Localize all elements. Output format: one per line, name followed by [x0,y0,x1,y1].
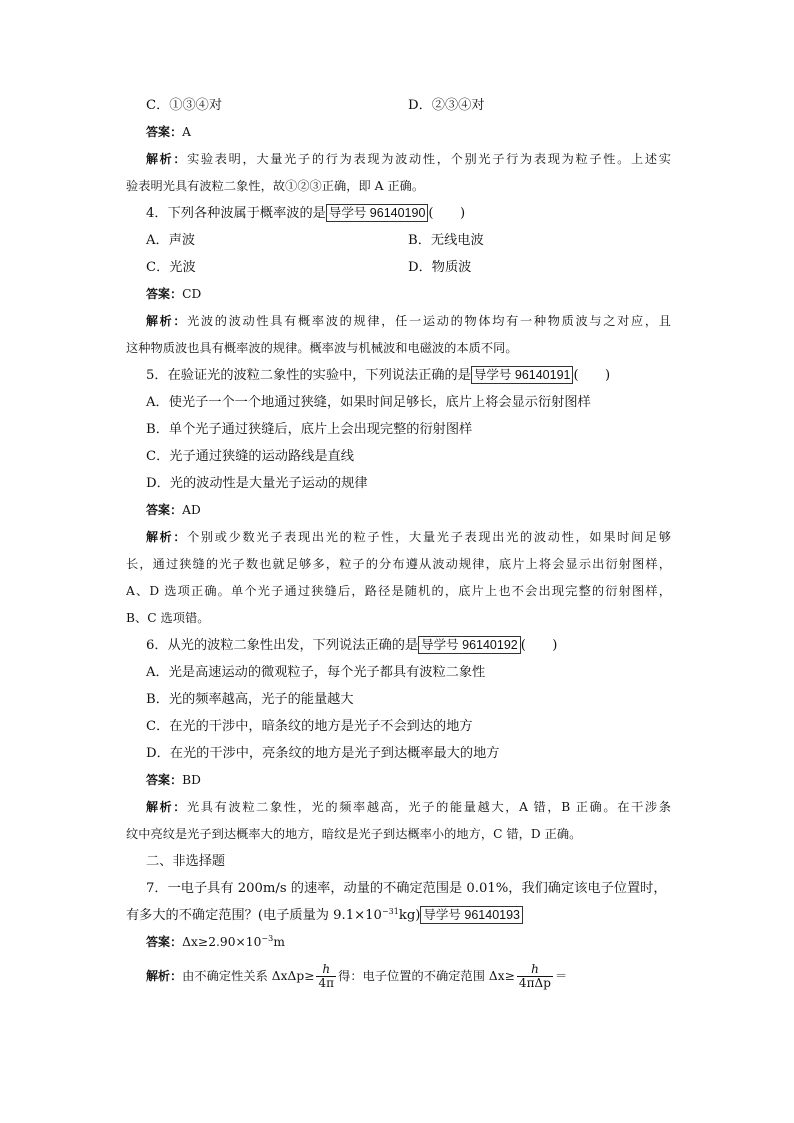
q6-analysis-line-1 [126,794,671,821]
document-content [126,92,671,996]
q6-stem [126,632,671,659]
q7-analysis-text-c: ＝ [555,969,568,983]
q5-code-box: 导学号 96140191 [471,366,574,384]
fraction-h-over-4pi [316,963,336,990]
q4-answer [126,281,671,308]
q3-analysis-line-1 [126,146,671,173]
q3-analysis-line-2: 验表明光具有波粒二象性，故①②③正确，即 A 正确。 [126,179,425,193]
q7-answer-unit: m [273,935,285,949]
q4-option-b: B．无线电波 [408,233,484,248]
q7-answer-value: Δx≥2.90×10 [182,935,262,949]
q4-stem [126,200,671,227]
fraction-denominator: 4πΔp [518,976,551,990]
answer-label: 答案： [146,287,183,301]
q6-answer-value: BD [182,773,201,787]
analysis-label: 解析： [146,152,188,166]
q7-stem-text-2a: 有多大的不确定范围？(电子质量为 9.1×10 [126,908,382,923]
q6-paren: ( ) [520,638,558,653]
q6-answer [126,767,671,794]
q6-analysis-line-2: 纹中亮纹是光子到达概率大的地方，暗纹是光子到达概率小的地方，C 错，D 正确。 [126,827,582,841]
q4-analysis-line-2: 这种物质波也具有概率波的规律。概率波与机械波和电磁波的本质不同。 [126,341,518,355]
q4-code-box: 导学号 96140190 [326,204,429,222]
q5-stem-text: 5．在验证光的波粒二象性的实验中，下列说法正确的是 [146,368,471,383]
analysis-label: 解析： [146,800,187,814]
q5-answer-value: AD [182,503,201,517]
q5-option-b: B．单个光子通过狭缝后，底片上会出现完整的衍射图样 [146,422,473,437]
q6-code-box: 导学号 96140192 [418,636,521,654]
fraction-numerator: h [316,963,336,977]
q5-option-d: D．光的波动性是大量光子运动的规律 [146,476,368,491]
q4-options-cd [126,254,671,281]
analysis-label: 解析： [146,314,188,328]
q5-analysis-line-4: B、C 选项错。 [126,611,210,625]
analysis-label: 解析： [146,530,188,544]
q5-analysis-line-3: A、D 选项正确。单个光子通过狭缝后，路径是随机的，底片上也不会出现完整的衍射图样， [126,584,671,598]
q7-stem-text-2b: kg) [398,908,421,923]
q4-options-ab [126,227,671,254]
q7-code-box: 导学号 96140193 [420,906,523,924]
q3-option-c: C．①③④对 [146,98,223,113]
answer-label: 答案： [146,773,183,787]
q6-option-b: B．光的频率越高，光子的能量越大 [146,692,354,707]
analysis-label: 解析： [146,969,183,983]
q5-analysis-line-2: 长，通过狭缝的光子数也就足够多，粒子的分布遵从波动规律，底片上将会显示出衍射图样， [126,557,671,571]
q4-option-c: C．光波 [146,260,196,275]
q7-stem-line-2 [126,902,671,929]
q3-option-d: D．②③④对 [408,98,485,113]
q5-analysis-line-1 [126,524,671,551]
q3-analysis-text-1: 实验表明，大量光子的行为表现为波动性，个别光子行为表现为粒子性。上述实 [187,152,671,166]
q4-option-a: A．声波 [146,233,196,248]
q7-mass-exponent: −31 [381,907,399,916]
q4-option-d: D．物质波 [408,260,472,275]
answer-label: 答案： [146,935,183,949]
fraction-denominator: 4π [318,976,335,990]
q7-analysis-text-b: 得：电子位置的不确定范围 Δx≥ [338,969,515,983]
q7-stem-line-1: 7．一电子具有 200m/s 的速率，动量的不确定范围是 0.01%，我们确定该电子位置时， [146,881,667,896]
q6-option-a: A．光是高速运动的微观粒子，每个光子都具有波粒二象性 [146,665,486,680]
fraction-numerator: h [517,963,553,977]
q6-stem-text: 6．从光的波粒二象性出发，下列说法正确的是 [146,638,419,653]
q6-option-d: D．在光的干涉中，亮条纹的地方是光子到达概率最大的地方 [146,746,500,761]
q3-answer-value: A [182,125,192,139]
q5-answer [126,497,671,524]
q5-analysis-text-1: 个别或少数光子表现出光的粒子性，大量光子表现出光的波动性，如果时间足够 [187,530,671,544]
q4-analysis-line-1 [126,308,671,335]
q7-analysis-line-1 [126,956,671,996]
q3-answer [126,119,671,146]
q7-answer-exponent: −3 [261,934,274,943]
q7-answer [126,929,671,956]
q5-paren: ( ) [573,368,611,383]
q3-options-cd [126,92,671,119]
q6-analysis-text-1: 光具有波粒二象性，光的频率越高，光子的能量越大，A 错，B 正确。在干涉条 [186,800,671,814]
q5-stem [126,362,671,389]
q4-analysis-text-1: 光波的波动性具有概率波的规律，任一运动的物体均有一种物质波与之对应，且 [187,314,671,328]
q7-analysis-text-a: 由不确定性关系 ΔxΔp≥ [182,969,315,983]
q5-option-a: A．使光子一个一个地通过狭缝，如果时间足够长，底片上将会显示衍射图样 [146,395,591,410]
q4-paren: ( ) [428,206,466,221]
q4-answer-value: CD [182,287,202,301]
q4-stem-text: 4．下列各种波属于概率波的是 [146,206,326,221]
fraction-h-over-4pi-dp [517,963,553,990]
q5-option-c: C．光子通过狭缝的运动路线是直线 [146,449,354,464]
section-title: 二、非选择题 [146,854,226,869]
answer-label: 答案： [146,503,183,517]
q6-option-c: C．在光的干涉中，暗条纹的地方是光子不会到达的地方 [146,719,473,734]
answer-label: 答案： [146,125,183,139]
